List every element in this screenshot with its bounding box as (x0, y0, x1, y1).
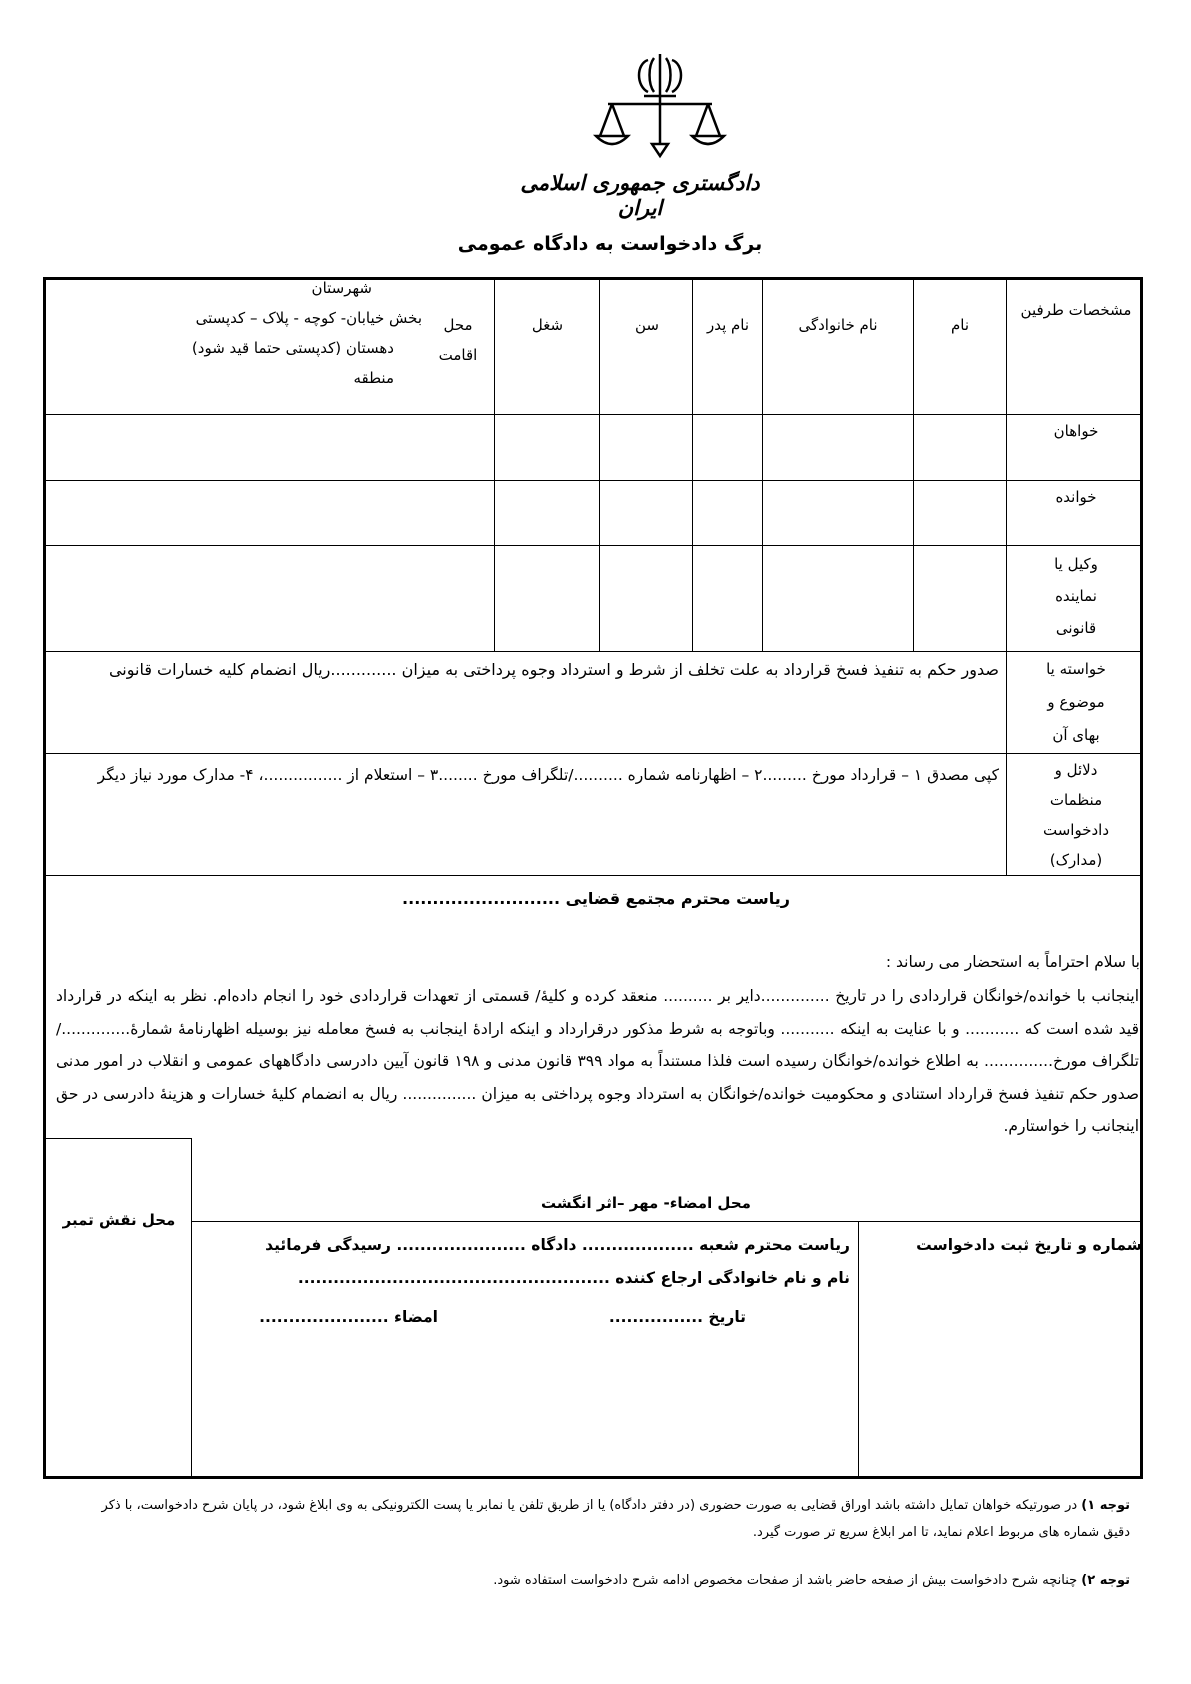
stamp-box-side (191, 1138, 192, 1479)
row-label-plaintiff: خواهان (1053, 422, 1099, 440)
form-title: برگ دادخواست به دادگاه عمومی (457, 233, 763, 255)
defendant-name-field[interactable] (915, 482, 1005, 544)
col-header-name: نام (950, 316, 970, 334)
col-header-father-name: نام پدر (706, 316, 750, 334)
date-label: تاریخ ................ (608, 1308, 746, 1326)
note-2-label: توجه ۲) (1081, 1573, 1130, 1588)
note-1 (80, 1492, 1130, 1546)
registration-label: شماره و تاریخ ثبت دادخواست (916, 1236, 1142, 1254)
col-header-parties: مشخصات طرفین (1020, 301, 1132, 319)
row-label-lawyer: وکیل یا نماینده قانونی (1054, 555, 1098, 637)
defendant-family-field[interactable] (764, 482, 912, 544)
col-header-family-name: نام خانوادگی (798, 316, 878, 334)
plaintiff-residence-field[interactable] (46, 416, 492, 479)
claim-label: خواسته یا موضوع و بهای آن (1046, 660, 1106, 744)
note-2-text: چنانچه شرح دادخواست بیش از صفحه حاضر باشد از صفحات مخصوص ادامه شرح دادخواست استفاده شود. (493, 1573, 1082, 1588)
lawyer-residence-field[interactable] (46, 547, 492, 650)
col-header-residence: محل اقامت (438, 316, 478, 364)
residence-line: دهستان (کدپستی حتما قید شود) (191, 339, 394, 357)
stamp-place: محل نقش تمبر (62, 1211, 176, 1229)
evidence-text: کپی مصدق ۱ – قرارداد مورخ .........۲ – اظهارنامه شماره ........../تلگراف مورخ ........۳ – استعلام از ................، ۴- مدارک مورد نیاز دیگر (97, 766, 999, 784)
signature-place: محل امضاء- مهر –اثر انگشت (541, 1194, 751, 1212)
registration-box-side (858, 1221, 859, 1479)
row-line (46, 875, 1140, 876)
col-header-age: سن (635, 316, 659, 334)
signature-line (191, 1221, 1140, 1222)
addressee: ریاست محترم مجتمع قضایی .......................... (402, 889, 790, 908)
judiciary-emblem (590, 52, 730, 170)
sign-label: امضاء ...................... (259, 1308, 438, 1326)
residence-line: بخش خیابان- کوچه - پلاک – کدپستی (195, 309, 422, 327)
petition-body: اینجانب با خوانده/خوانگان قراردادی را در تاریخ ..............دایر بر .......... منعقد کرده و کلیهٔ/ قسمتی از تعهدات قراردادی خود را انجام داده‌ام. نظر به اینکه در قرارداد قید شده است که ........... و با عنایت به اینکه ........... وباتوجه به شرط مذکور درقرارداد و اینکه ارادهٔ اینجانب به فسخ معامله نیز بوسیله اظهارنامهٔ شمارهٔ............../تلگراف مورخ.............. به اطلاع خوانده/خوانگان رسیده است فلذا مستنداً به مواد ۳۹۹ قانون مدنی و ۱۹۸ قانون آیین دادرسی دادگاههای عمومی و انقلاب در امور مدنی صدور حکم تنفیذ فسخ قرارداد استنادی و محکومیت خوانده/خوانگان به استرداد وجوه پرداختی به میزان ............... ریال به انضمام کلیهٔ خسارات و هزینهٔ دادرسی در حق اینجانب را خواستارم. (56, 987, 1139, 1135)
referral-line-1: ریاست محترم شعبه ................... دادگاه ...................... رسیدگی فرمائید (265, 1236, 850, 1254)
referral-line-2: نام و نام خانوادگی ارجاع کننده ..................................................... (297, 1269, 850, 1287)
plaintiff-family-field[interactable] (764, 416, 912, 479)
residence-line: منطقه (353, 369, 394, 387)
lawyer-name-field[interactable] (915, 547, 1005, 650)
claim-text: صدور حکم به تنفیذ فسخ قرارداد به علت تخلف از شرط و استرداد وجوه پرداختی به میزان .............ریال انضمام کلیه خسارات قانونی (108, 660, 999, 679)
evidence-label: دلائل و منظمات دادخواست (مدارک) (1042, 761, 1109, 869)
note-2 (80, 1567, 1130, 1594)
note-1-text: در صورتیکه خواهان تمایل داشته باشد اوراق قضایی به صورت حضوری (در دفتر دادگاه) یا از طریق تلفن یا نمابر یا پست الکترونیکی به وی ابلاغ شود، در پایان شرح دادخواست، با ذکر دقیق شماره های مربوط اعلام نماید، تا امر ابلاغ سریع تر صورت گیرد. (101, 1498, 1130, 1540)
org-name: دادگستری جمهوری اسلامی ایران (520, 170, 760, 220)
defendant-residence-field[interactable] (46, 482, 492, 544)
plaintiff-name-field[interactable] (915, 416, 1005, 479)
residence-line: شهرستان (311, 279, 372, 297)
note-1-label: توجه ۱) (1081, 1498, 1130, 1513)
row-label-defendant: خوانده (1055, 488, 1097, 506)
residence-address-hint (76, 273, 422, 393)
greeting: با سلام احتراماً به استحضار می رساند : (885, 953, 1140, 971)
col-header-job: شغل (531, 316, 564, 334)
stamp-box-top (46, 1138, 192, 1139)
row-line (46, 753, 1140, 754)
petition-form-frame (43, 277, 1143, 1479)
